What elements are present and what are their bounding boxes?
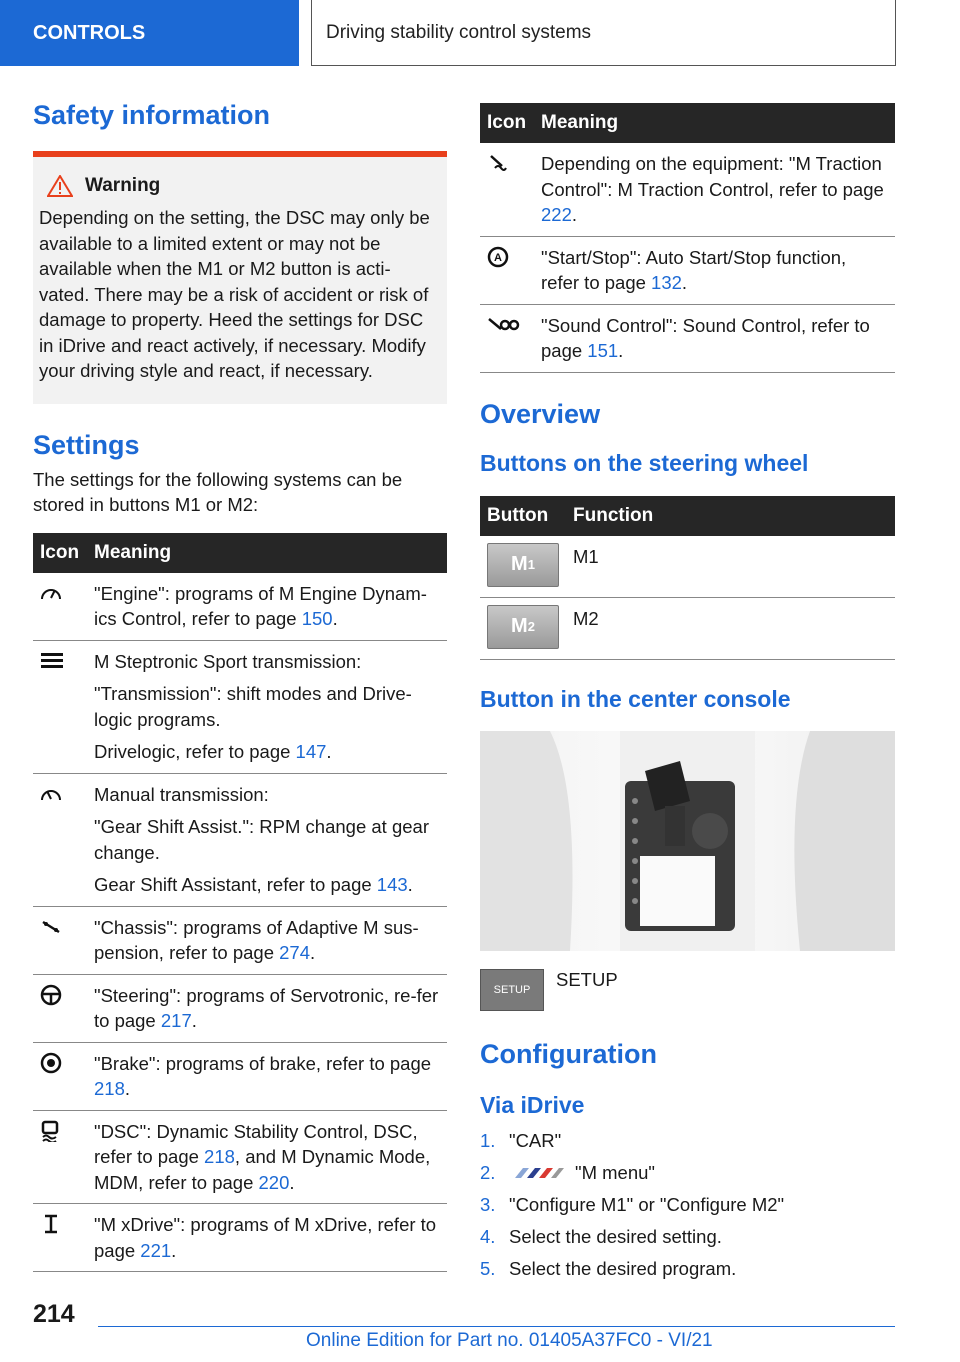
transmission-p3: Drivelogic, refer to page — [94, 741, 296, 762]
suffix: . — [407, 874, 413, 895]
buttons-table — [480, 496, 895, 660]
m1-button-icon — [487, 543, 559, 587]
page-link[interactable]: 274 — [279, 942, 311, 963]
sound-text: "Sound Control": Sound Control, refer to page — [541, 314, 870, 361]
suffix: . — [618, 340, 624, 361]
settings-heading: Settings — [33, 429, 140, 460]
step-number: 5. — [480, 1257, 496, 1279]
table-row — [33, 974, 447, 1042]
engine-gauge-icon — [40, 585, 62, 601]
brake-text: "Brake": programs of brake, refer to page — [94, 1052, 432, 1074]
col-meaning-header: Meaning — [534, 103, 895, 143]
list-item — [480, 1157, 895, 1189]
col-button-header: Button — [480, 496, 566, 536]
auto-start-stop-icon — [487, 246, 509, 268]
svg-text:A: A — [494, 251, 502, 264]
table-row — [33, 640, 447, 773]
page-link[interactable]: 218 — [94, 1078, 125, 1099]
step-number: 2. — [480, 1161, 496, 1183]
settings-table — [33, 533, 447, 1273]
left-column — [33, 100, 447, 1272]
xdrive-icon — [40, 1213, 62, 1235]
warning-header — [39, 175, 439, 197]
suffix: . — [332, 608, 338, 629]
chassis-icon — [40, 919, 62, 935]
table-row — [33, 906, 447, 974]
console-illustration — [480, 731, 895, 951]
steering-wheel-icon — [40, 984, 62, 1006]
chassis-text: "Chassis": programs of Adaptive M sus-pension, refer to page — [94, 916, 419, 963]
right-column — [480, 103, 895, 1285]
suffix: . — [124, 1078, 131, 1099]
step-text: "M menu" — [575, 1161, 655, 1183]
list-item — [480, 1125, 895, 1157]
table-row — [480, 236, 895, 304]
table-row — [33, 1110, 447, 1204]
warning-text: Depending on the setting, the DSC may only be available to a limited extent or may not be available when the M1 or M2 button is acti-vated. There may be a risk of accident or risk of damage to property. Heed the settings for DSC in iDrive and react actively, if necessary. Modify your driving style and react, if necessary. — [39, 207, 430, 381]
dsc-text: "DSC": Dynamic Stability Control, DSC, refer to page — [94, 1120, 418, 1167]
step-text: Select the desired program. — [509, 1257, 737, 1279]
gearshift-p3: Gear Shift Assistant, refer to page — [94, 874, 377, 895]
m2-function: M2 — [566, 597, 895, 659]
console-heading: Button in the center console — [480, 685, 791, 712]
m1-letter: M — [511, 552, 528, 575]
suffix: . — [310, 942, 316, 963]
via-idrive-heading: Via iDrive — [480, 1091, 585, 1118]
meaning-table-continued — [480, 103, 895, 373]
table-row — [480, 304, 895, 372]
setup-row — [480, 969, 895, 1011]
list-item — [480, 1221, 895, 1253]
col-function-header: Function — [566, 496, 895, 536]
settings-intro: The settings for the following systems can be stored in buttons M1 or M2: — [33, 468, 403, 515]
overview-heading: Overview — [480, 398, 601, 429]
table-row — [33, 1204, 447, 1272]
col-icon-header: Icon — [33, 533, 87, 573]
steps-list — [480, 1125, 895, 1285]
configuration-heading: Configuration — [480, 1038, 657, 1069]
xdrive-text: "M xDrive": programs of M xDrive, refer to page — [94, 1214, 437, 1261]
page-link[interactable]: 217 — [160, 1010, 192, 1031]
page-link[interactable]: 221 — [140, 1239, 172, 1261]
traction-control-icon — [487, 152, 509, 172]
gearshift-p2: "Gear Shift Assist.": RPM change at gear change. — [94, 816, 429, 863]
page-link[interactable]: 147 — [295, 741, 327, 762]
gearshift-p1: Manual transmission: — [94, 783, 269, 805]
step-text: "CAR" — [509, 1129, 562, 1151]
table-row — [33, 1042, 447, 1110]
edition-text: Online Edition for Part no. 01405A37FC0 - VI/21 — [306, 1330, 713, 1351]
warning-label: Warning — [85, 175, 161, 196]
footer-divider — [98, 1326, 895, 1327]
safety-heading: Safety information — [33, 100, 271, 130]
table-row — [480, 597, 895, 659]
warning-icon — [47, 175, 73, 197]
m1-function: M1 — [566, 536, 895, 598]
warning-box — [33, 151, 447, 404]
m1-sup: 1 — [527, 556, 535, 572]
page-link[interactable]: 222 — [541, 204, 572, 225]
setup-function: SETUP — [556, 968, 618, 990]
setup-button: SETUP — [480, 969, 544, 1011]
page-link[interactable]: 143 — [376, 874, 408, 895]
list-item — [480, 1253, 895, 1285]
dsc-mid: , and M Dynamic Mode, MDM, refer to page — [94, 1146, 431, 1193]
table-row — [480, 143, 895, 236]
gear-shift-gauge-icon — [40, 786, 62, 802]
table-row — [33, 773, 447, 906]
transmission-icon — [40, 651, 64, 669]
page-link[interactable]: 218 — [204, 1146, 235, 1167]
step-text: Select the desired setting. — [509, 1225, 722, 1247]
page-link[interactable]: 150 — [301, 608, 333, 629]
list-item — [480, 1189, 895, 1221]
steering-text: "Steering": programs of Servotronic, re-fer to page — [94, 984, 439, 1031]
col-icon-header: Icon — [480, 103, 534, 143]
page-link[interactable]: 132 — [651, 272, 682, 293]
step-number: 1. — [480, 1129, 496, 1151]
page-number: 214 — [33, 1300, 75, 1328]
section-tab[interactable]: CONTROLS — [0, 0, 299, 66]
dsc-icon — [40, 1120, 60, 1142]
suffix: . — [289, 1171, 295, 1193]
table-row — [33, 573, 447, 641]
suffix: . — [681, 272, 688, 293]
step-number: 4. — [480, 1225, 496, 1247]
center-console-image — [480, 731, 895, 951]
m2-sup: 2 — [527, 618, 535, 634]
sound-control-icon — [487, 315, 521, 333]
chapter-title: Driving stability control systems — [311, 0, 896, 66]
engine-text: "Engine": programs of M Engine Dynam-ics Control, refer to page — [94, 582, 427, 629]
page-header — [0, 0, 960, 66]
startstop-text: "Start/Stop": Auto Start/Stop function, refer to page — [541, 246, 847, 293]
suffix: . — [171, 1239, 177, 1261]
suffix: . — [326, 741, 332, 762]
m-stripes-icon — [509, 1166, 565, 1180]
brake-icon — [40, 1052, 62, 1074]
m2-button-icon — [487, 605, 559, 649]
page-link[interactable]: 220 — [258, 1171, 290, 1193]
suffix: . — [191, 1010, 197, 1031]
page-link[interactable]: 151 — [587, 340, 619, 361]
table-row — [480, 536, 895, 598]
transmission-p1: M Steptronic Sport transmission: — [94, 650, 362, 672]
traction-text: Depending on the equipment: "M Traction Control": M Traction Control, refer to page — [541, 153, 884, 200]
step-text: "Configure M1" or "Configure M2" — [509, 1193, 785, 1215]
steering-buttons-heading: Buttons on the steering wheel — [480, 449, 809, 476]
m2-letter: M — [511, 614, 528, 637]
transmission-p2: "Transmission": shift modes and Drive-logic programs. — [94, 683, 412, 730]
suffix: . — [571, 204, 578, 225]
col-meaning-header: Meaning — [87, 533, 447, 573]
step-number: 3. — [480, 1193, 496, 1215]
